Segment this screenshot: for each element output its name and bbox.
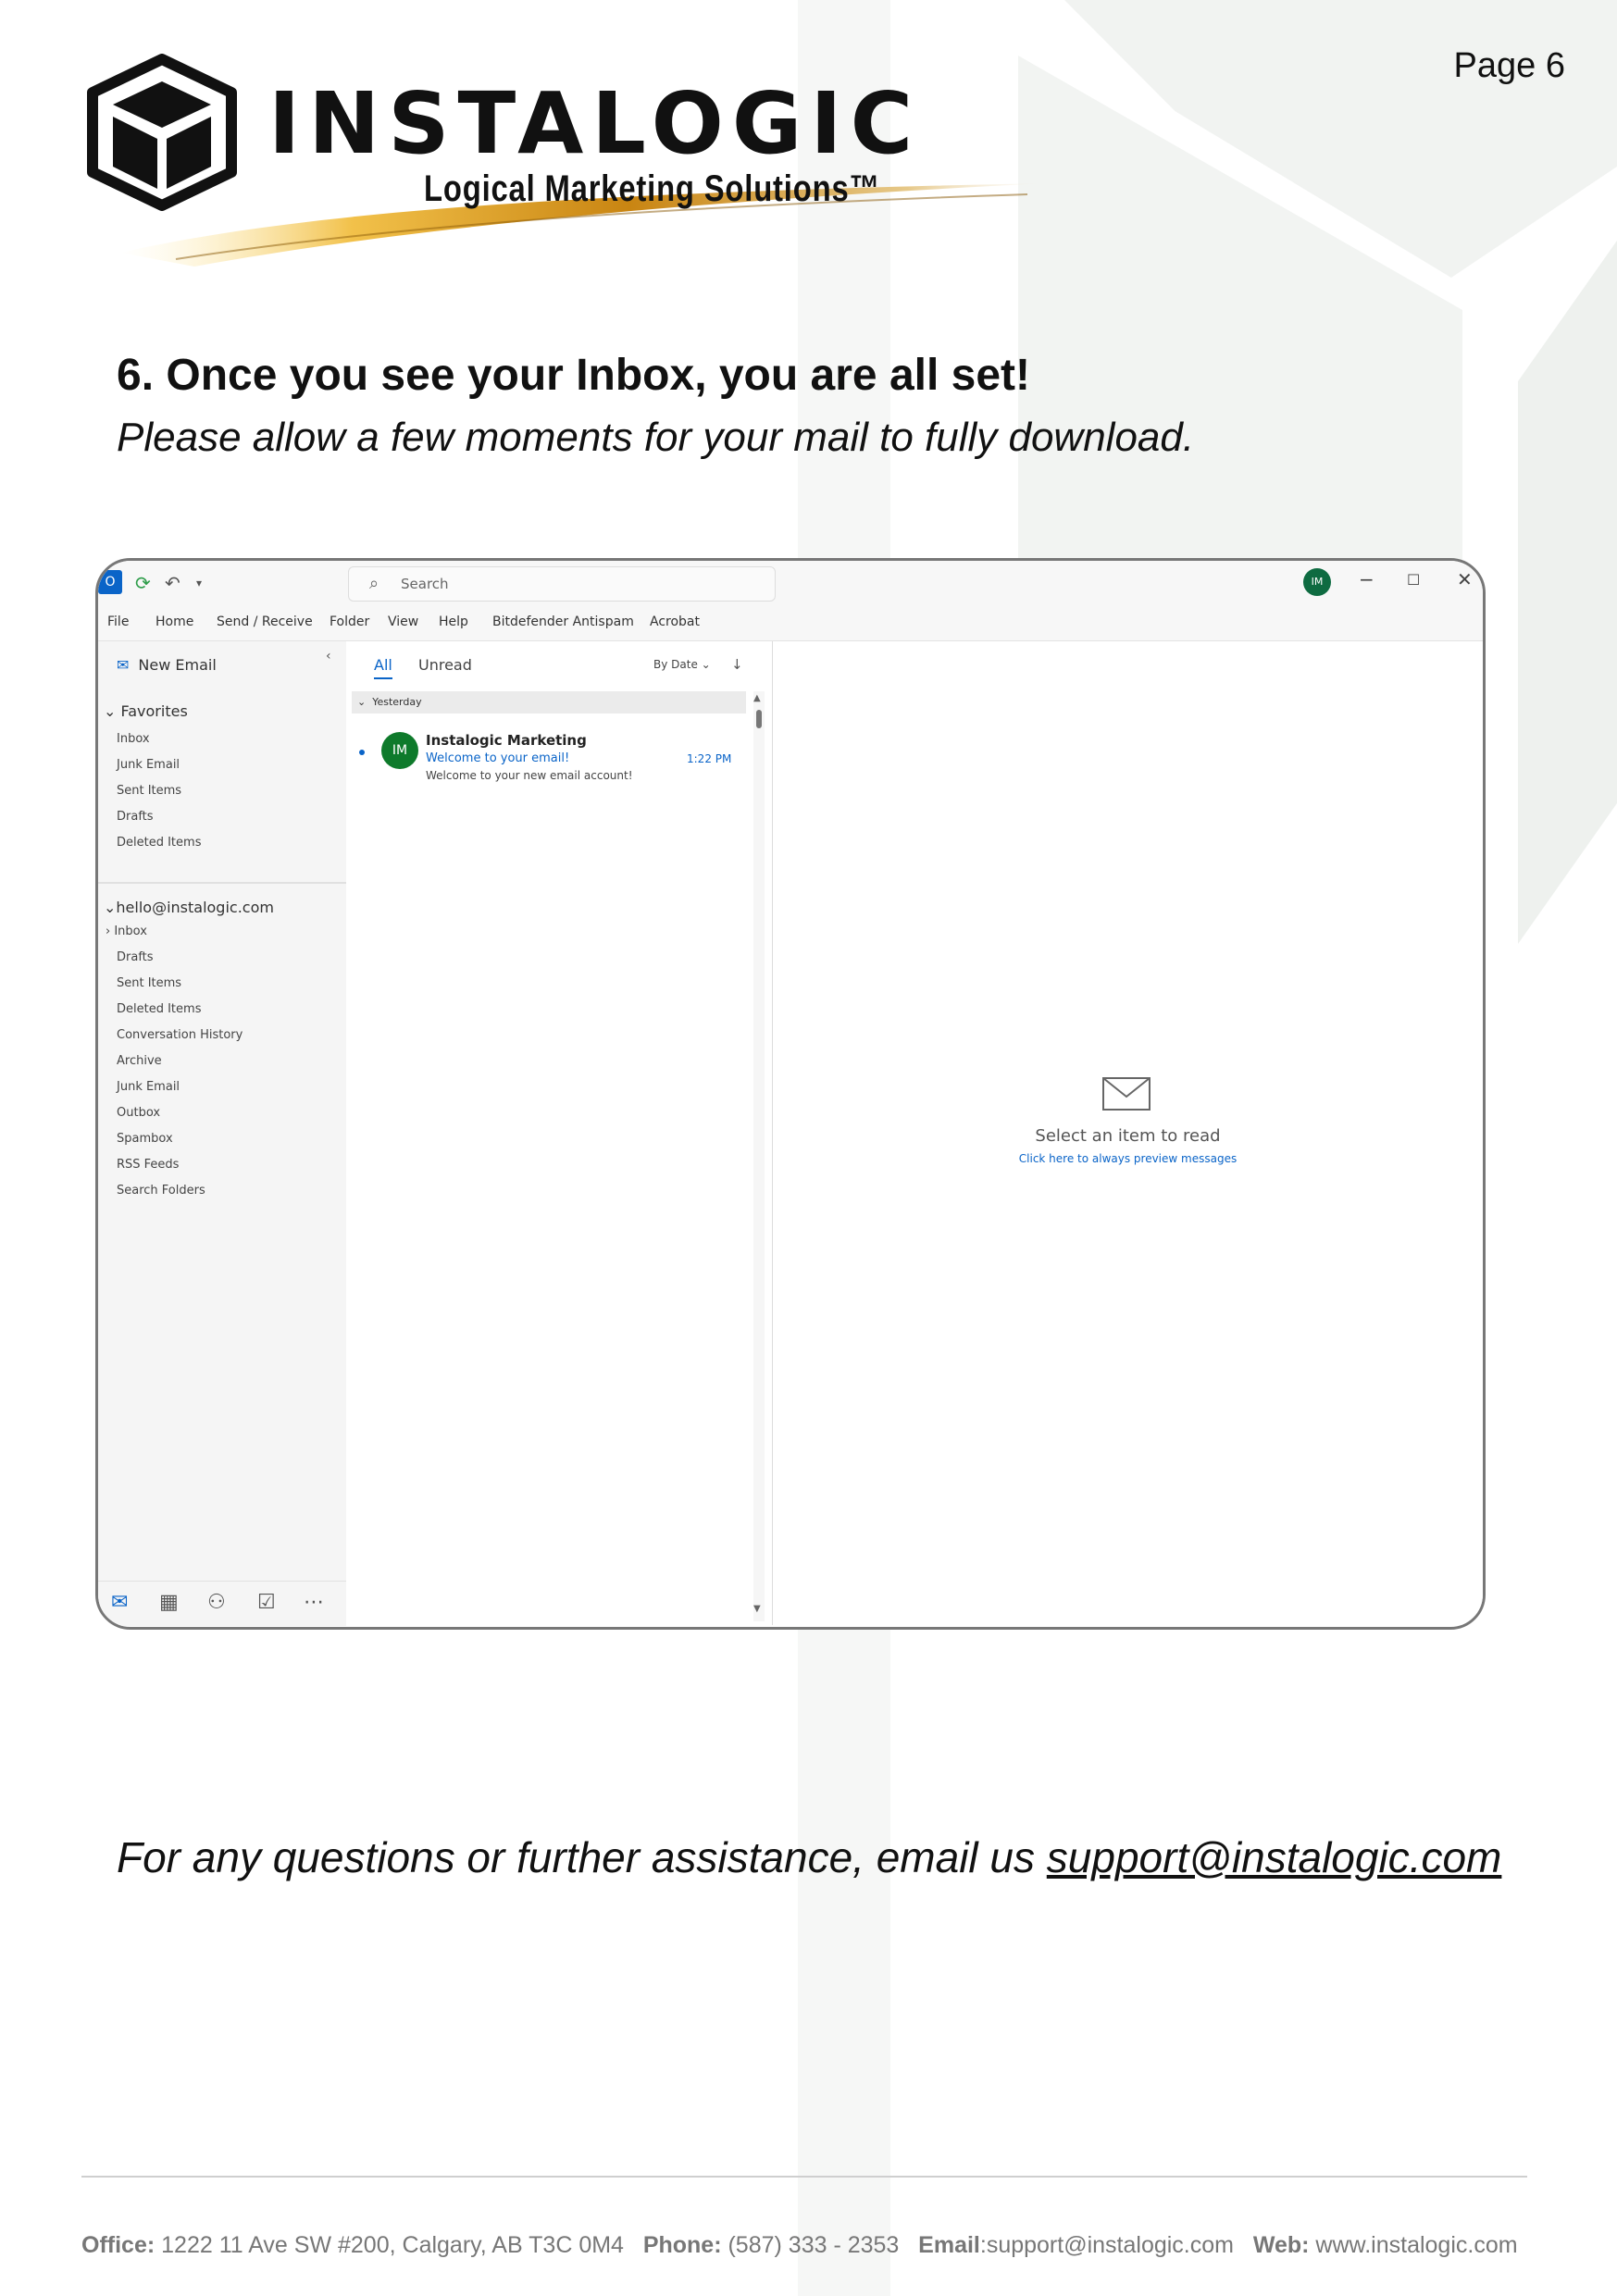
- collapse-pane-icon[interactable]: ‹: [326, 649, 331, 664]
- customize-toolbar-icon[interactable]: ▾: [196, 577, 203, 590]
- search-icon: ⌕: [369, 574, 379, 593]
- preview-messages-link[interactable]: Click here to always preview messages: [1018, 1152, 1238, 1165]
- account-outbox[interactable]: Outbox: [117, 1106, 161, 1120]
- new-email-icon: ✉: [117, 656, 130, 674]
- office-address: 1222 11 Ave SW #200, Calgary, AB T3C 0M4: [155, 2232, 624, 2258]
- account-inbox[interactable]: [106, 925, 147, 938]
- message-sender: Instalogic Marketing: [426, 732, 587, 749]
- calendar-icon[interactable]: ▦: [159, 1591, 179, 1614]
- account-label: hello@instalogic.com: [116, 899, 274, 916]
- group-header[interactable]: [352, 691, 746, 714]
- account-search-folders[interactable]: Search Folders: [117, 1184, 205, 1198]
- chevron-down-icon: ⌄: [701, 658, 711, 671]
- menu-help[interactable]: Help: [439, 614, 468, 629]
- cube-logo-icon: [83, 54, 241, 211]
- sort-label: By Date: [653, 658, 698, 671]
- website[interactable]: www.instalogic.com: [1309, 2232, 1518, 2258]
- folder-pane: [98, 641, 346, 1581]
- message-subject: Welcome to your email!: [426, 751, 570, 765]
- tab-all[interactable]: All: [374, 656, 392, 679]
- instalogic-logo: [83, 54, 1027, 267]
- account-avatar[interactable]: IM: [1303, 568, 1331, 596]
- favorites-sent-items[interactable]: Sent Items: [117, 784, 182, 798]
- help-text: [117, 1832, 1501, 1882]
- menu-home[interactable]: Home: [155, 614, 194, 629]
- menu-view[interactable]: View: [388, 614, 419, 629]
- new-email-label: New Email: [138, 656, 217, 674]
- sync-icon[interactable]: ⟳: [135, 572, 151, 594]
- search-placeholder: Search: [401, 576, 449, 592]
- phone-number: (587) 333 - 2353: [721, 2232, 900, 2258]
- menu-bitdefender[interactable]: Bitdefender Antispam: [492, 614, 634, 629]
- chevron-down-icon: ⌄: [357, 696, 367, 708]
- account-rss-feeds[interactable]: RSS Feeds: [117, 1158, 180, 1172]
- account-archive[interactable]: Archive: [117, 1054, 162, 1068]
- footer-divider: [81, 2176, 1527, 2178]
- account-conversation-history[interactable]: Conversation History: [117, 1028, 243, 1042]
- page-number: Page 6: [1453, 46, 1565, 85]
- tasks-icon[interactable]: ☑: [257, 1591, 276, 1614]
- favorites-label: Favorites: [120, 702, 188, 720]
- group-label: Yesterday: [372, 696, 422, 708]
- account-group[interactable]: [104, 899, 274, 916]
- step-subheading: Please allow a few moments for your mail to fully download.: [117, 415, 1195, 460]
- email-label: Email: [918, 2232, 980, 2258]
- minimize-icon[interactable]: −: [1359, 568, 1374, 590]
- divider: [98, 882, 346, 884]
- account-sent-items[interactable]: Sent Items: [117, 976, 182, 990]
- contact-info: [81, 2232, 1518, 2259]
- undo-icon[interactable]: ↶: [165, 572, 180, 594]
- scrollbar-thumb[interactable]: [756, 710, 762, 728]
- favorites-group[interactable]: [104, 702, 188, 720]
- office-label: Office:: [81, 2232, 155, 2258]
- watermark-shape-right: [1518, 241, 1617, 944]
- web-label: Web:: [1252, 2232, 1310, 2258]
- outlook-app-icon: O: [98, 570, 122, 594]
- chevron-down-icon: ⌄: [104, 899, 117, 916]
- menu-acrobat[interactable]: Acrobat: [650, 614, 700, 629]
- message-time: 1:22 PM: [687, 752, 732, 765]
- sort-dropdown[interactable]: [653, 658, 711, 671]
- favorites-junk-email[interactable]: Junk Email: [117, 758, 180, 772]
- people-icon[interactable]: ⚇: [207, 1591, 226, 1614]
- logo-title: INSTALOGIC: [268, 74, 922, 173]
- step-heading: 6. Once you see your Inbox, you are all set!: [117, 351, 1030, 400]
- support-email-link[interactable]: support@instalogic.com: [1046, 1833, 1502, 1881]
- reading-pane-title: Select an item to read: [1035, 1126, 1221, 1146]
- favorites-deleted-items[interactable]: Deleted Items: [117, 836, 202, 850]
- message-list: [346, 641, 773, 1625]
- maximize-icon[interactable]: ☐: [1407, 571, 1421, 589]
- account-inbox-label: Inbox: [114, 925, 147, 938]
- account-junk-email[interactable]: Junk Email: [117, 1080, 180, 1094]
- phone-label: Phone:: [642, 2232, 722, 2258]
- unread-indicator-icon: [359, 750, 365, 755]
- message-preview: Welcome to your new email account!: [426, 769, 633, 782]
- menu-file[interactable]: File: [107, 614, 130, 629]
- more-icon[interactable]: ⋯: [304, 1591, 324, 1614]
- contact-email[interactable]: :support@instalogic.com: [979, 2232, 1234, 2258]
- account-deleted-items[interactable]: Deleted Items: [117, 1002, 202, 1016]
- chevron-down-icon: ⌄: [104, 702, 117, 720]
- title-bar: [98, 561, 1483, 607]
- ribbon-menu: [98, 607, 1483, 641]
- scroll-down-icon[interactable]: ▼: [753, 1604, 761, 1614]
- mail-icon[interactable]: ✉: [111, 1591, 129, 1614]
- favorites-inbox[interactable]: Inbox: [117, 732, 150, 746]
- new-email-button[interactable]: [117, 656, 217, 674]
- sort-direction-icon[interactable]: ↓: [731, 656, 743, 673]
- sender-avatar: IM: [381, 732, 418, 769]
- menu-send-receive[interactable]: Send / Receive: [217, 614, 313, 629]
- search-box[interactable]: [348, 566, 776, 602]
- outlook-screenshot: [95, 558, 1486, 1630]
- scrollbar[interactable]: [753, 691, 765, 1621]
- reading-pane: [773, 641, 1483, 1625]
- scroll-up-icon[interactable]: ▲: [753, 693, 761, 703]
- close-icon[interactable]: ✕: [1457, 568, 1473, 590]
- envelope-icon: [1101, 1076, 1151, 1111]
- menu-folder[interactable]: Folder: [330, 614, 370, 629]
- favorites-drafts[interactable]: Drafts: [117, 810, 154, 824]
- help-label: For any questions or further assistance, email us: [117, 1833, 1047, 1881]
- account-spambox[interactable]: Spambox: [117, 1132, 173, 1146]
- account-drafts[interactable]: Drafts: [117, 950, 154, 964]
- tab-unread[interactable]: Unread: [418, 656, 472, 674]
- module-switcher: [98, 1581, 346, 1626]
- chevron-right-icon: ›: [106, 925, 115, 938]
- logo-tagline: Logical Marketing Solutions™: [424, 168, 881, 209]
